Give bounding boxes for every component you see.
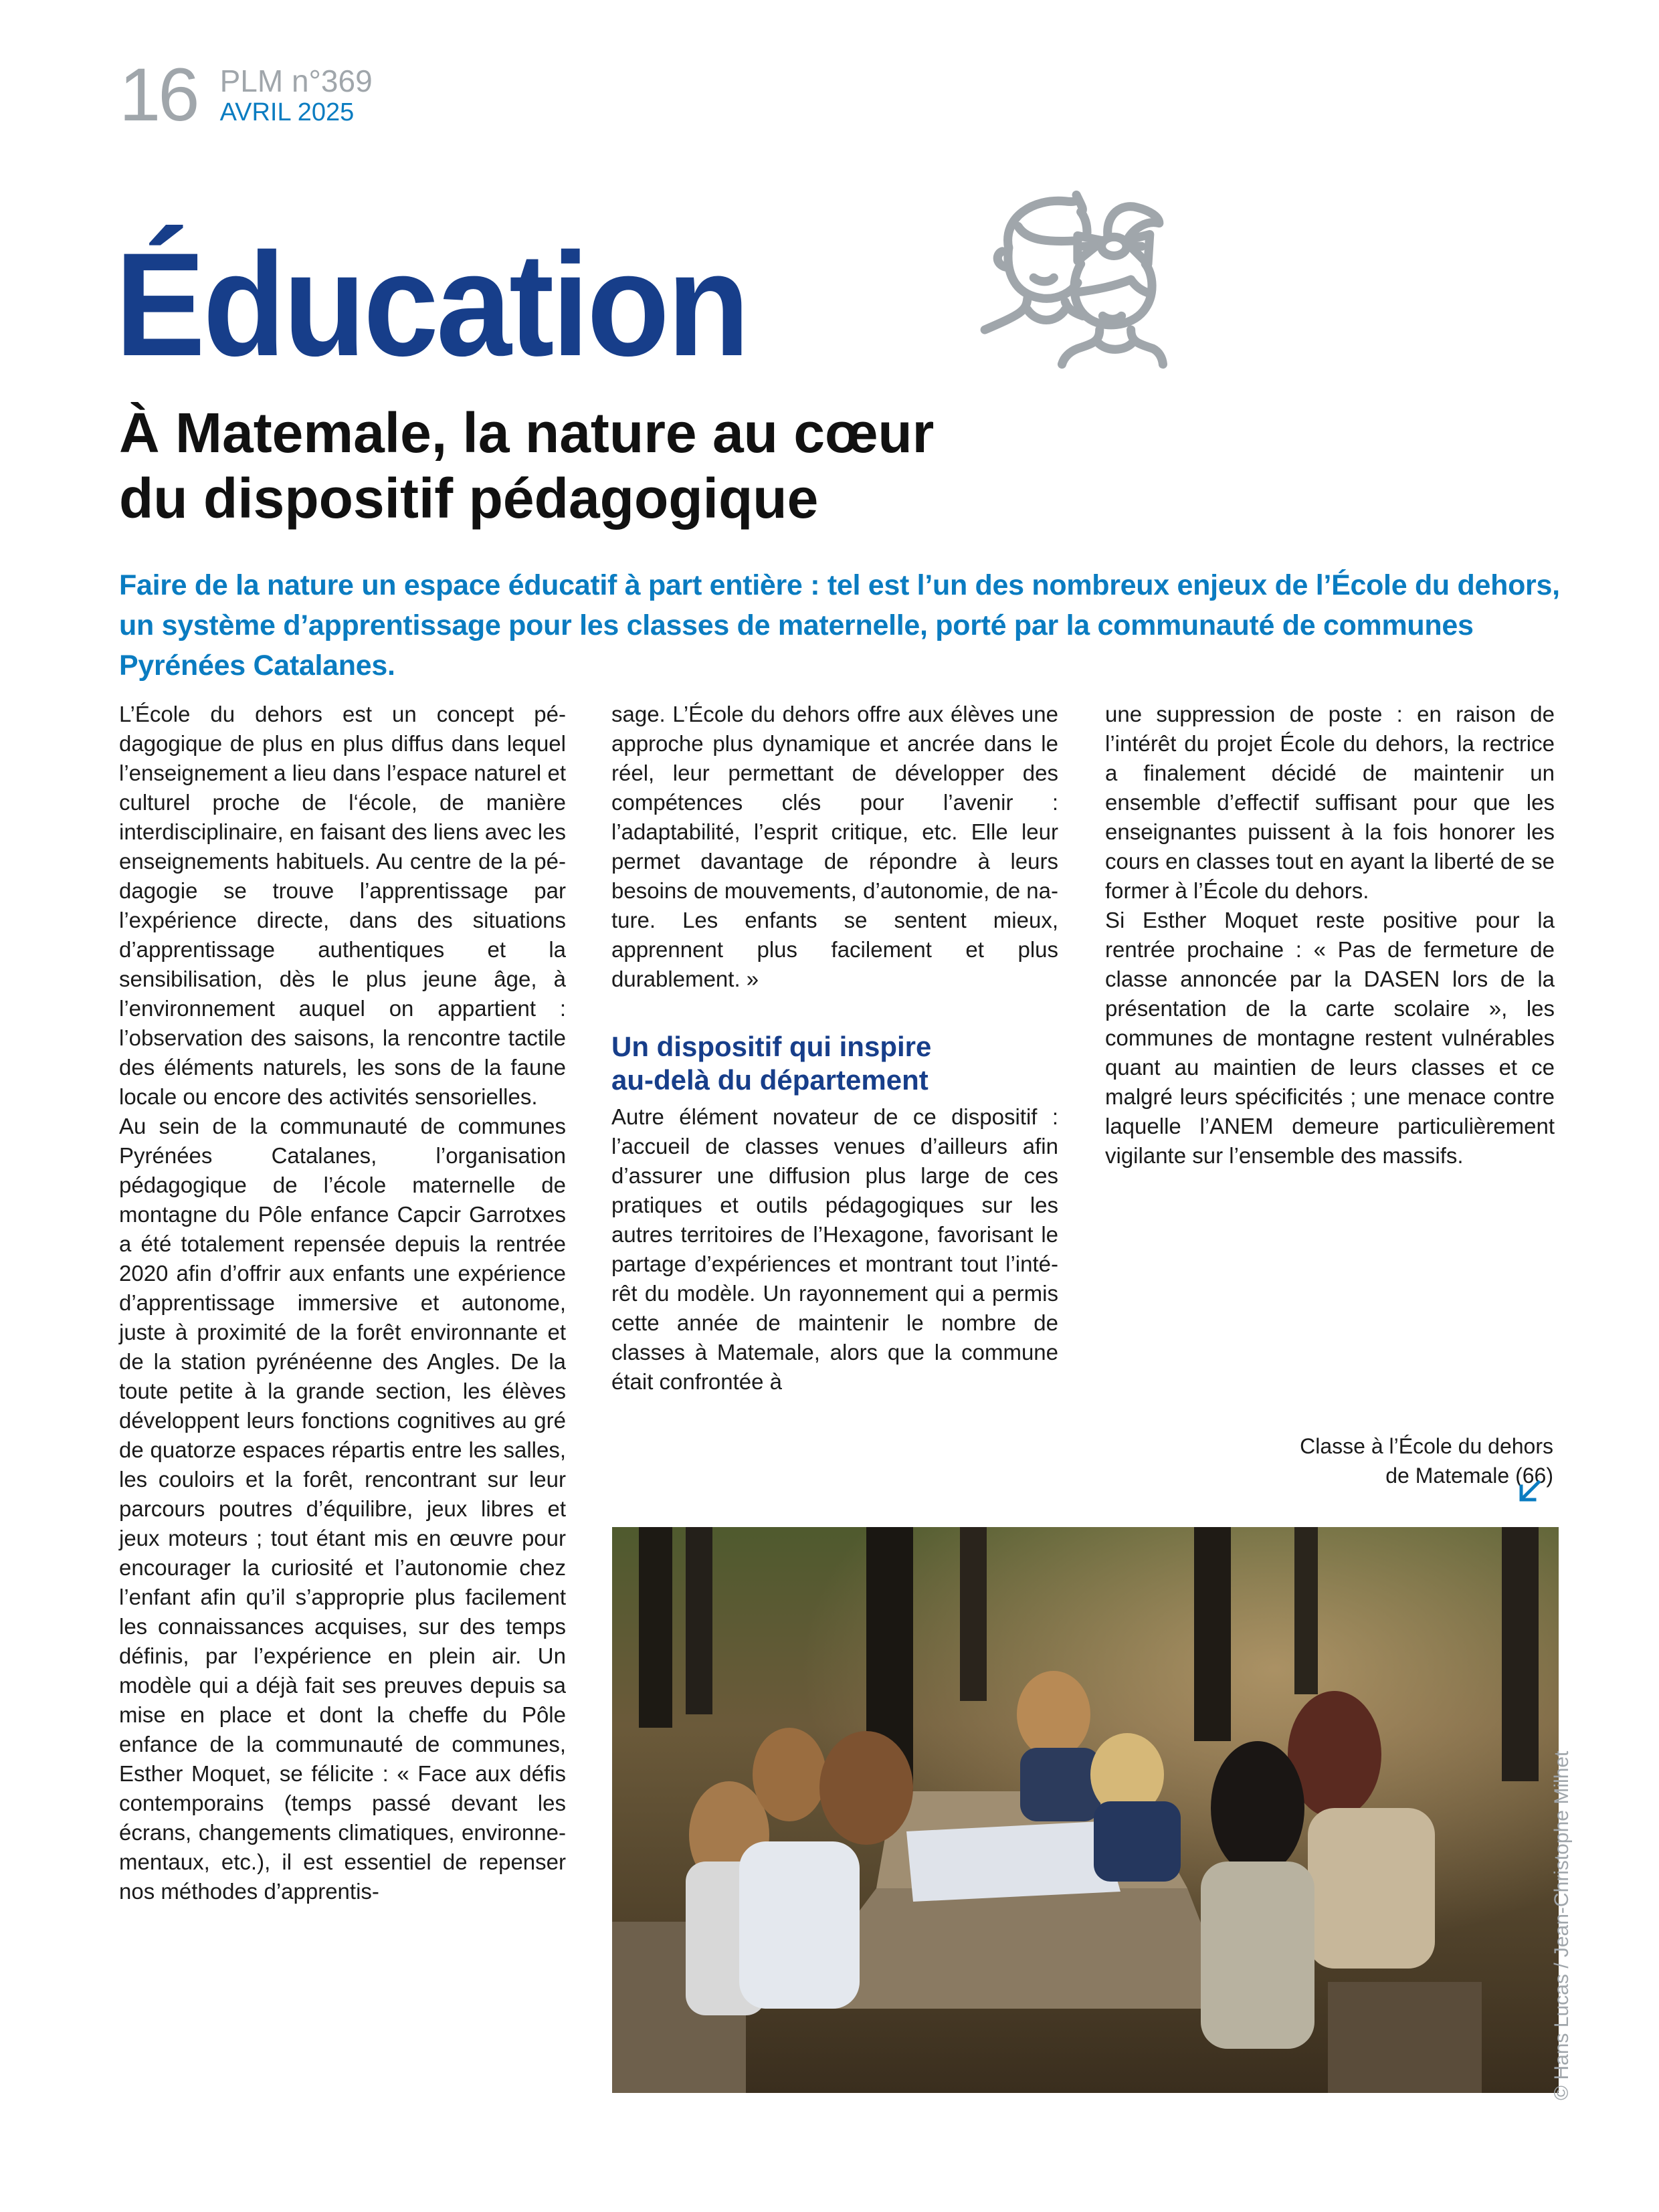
caption-line-1: Classe à l’École du dehors [1300,1434,1553,1458]
body-paragraph: Autre élément novateur de ce dispositif : l’accueil de classes venues d’ailleurs afin d’assurer une diffusion plus large de ces pratiques et outils pédagogiques sur les autres territoires de l’Hexagone, favorisant le partage d’expériences et montrant tout l’intérêt du modèle. Un rayonnement qui a permis cette année de maintenir le nombre de classes à Matemale, alors que la commune était confrontée à [611,1104,1058,1394]
photo-illustration [612,1527,1559,2093]
article-lead: Faire de la nature un espace éducatif à part entière : tel est l’un des nombreux enjeux de l’École du dehors, un système d’apprentissage pour les classes de maternelle, porté par la communauté de communes Pyrénées Catalanes. [119,569,1560,682]
children-faces-icon [977,179,1197,380]
page-number: 16 [119,53,197,136]
section-subheading [611,1030,1058,1097]
article-photo [612,1527,1559,2093]
photo-caption [1204,1431,1553,1490]
body-paragraph: sage. L’École du dehors offre aux élèves une approche plus dynamique et ancrée dans le réel, leur permettant de développer des compétences clés pour l’avenir : l’adaptabilité, l’esprit critique, etc. Elle leur permet davantage de répondre à leurs besoins de mouvements, d’autonomie, de nature. Les enfants se sentent mieux, apprennent plus facilement et plus durablement. » [611,702,1058,991]
arrow-down-left-icon [1519,1480,1541,1502]
article-column-3 [1105,700,1555,1171]
body-paragraph: Si Esther Moquet reste positive pour la rentrée prochaine : « Pas de fermeture de classe annoncée par la DASEN lors de la présentation de la carte scolaire », les communes de montagne restent vulnérables quant au maintien de leurs classes et ce malgré leurs spécificités ; une menace contre laquelle l’ANEM demeure particulièrement vigilante sur l’ensemble des massifs. [1105,908,1555,1168]
caption-line-2: de Matemale (66) [1385,1464,1553,1488]
page-folio [119,53,373,136]
article-column-1 [119,700,566,1906]
body-paragraph: une suppression de poste : en raison de l’intérêt du projet École du dehors, la rectrice a finalement décidé de maintenir un ensemble d’effectif suffisant pour que les enseignantes puissent à la fois honorer les cours en classes tout en ayant la liberté de se former à l’École du dehors. [1105,702,1555,903]
body-paragraph: Au sein de la communauté de communes Pyrénées Catalanes, l’organisation pédagogique de l’école maternelle de montagne du Pôle enfance Capcir Garrotxes a été totalement repensée depuis la rentrée 2020 afin d’offrir aux enfants une expérience d’apprentissage immersive et autonome, juste à proximité de la forêt environnante et de la station pyrénéenne des Angles. De la toute petite à la grande section, les élèves développent leurs fonctions cognitives au gré de quatorze espaces répartis entre les salles, les couloirs et la forêt, rencontrant sur leur parcours poutres d’équilibre, jeux libres et jeux moteurs ; tout étant mis en œuvre pour encourager la curiosité et l’autonomie chez l’enfant afin qu’il s’approprie plus facilement les connaissances acquises, sur des temps définis, par l’expérience en plein air. Un modèle qui a déjà fait ses preuves depuis sa mise en place et dont la cheffe du Pôle enfance de la communauté de communes, Esther Moquet, se félicite : « Face aux défis contemporains (temps passé devant les écrans, changements climatiques, environnementaux, etc.), il est essentiel de repenser nos méthodes d’apprentis- [119,1114,566,1904]
issue-date: AVRIL 2025 [219,98,355,126]
subheading-line-1: Un dispositif qui inspire [611,1031,932,1062]
issue-info [220,64,373,127]
headline-line-2: du dispositif pédagogique [119,467,819,530]
article-column-2 [611,700,1058,1397]
subheading-line-2: au-delà du département [611,1064,929,1096]
headline-line-1: À Matemale, la nature au cœur [119,401,935,464]
photo-credit: © Hans Lucas / Jean-Christophe Milhet [1551,1750,1573,2100]
body-paragraph: L’École du dehors est un concept pédagogique de plus en plus diffus dans lequel l’enseignement a lieu dans l’espace naturel et culturel proche de l‘école, de manière interdisciplinaire, en faisant des liens avec les enseignements habituels. Au centre de la pédagogie se trouve l’apprentissage par l’expérience directe, dans des situations d’apprentissage authentiques et la sensibilisation, dès le plus jeune âge, à l’environnement auquel on appartient : l’observation des saisons, la rencontre tactile des éléments naturels, les sons de la faune locale ou encore des activités sensorielles. [119,702,566,1109]
section-title: Éducation [115,222,748,387]
issue-number: PLM n°369 [219,64,373,98]
article-headline [119,400,1189,531]
